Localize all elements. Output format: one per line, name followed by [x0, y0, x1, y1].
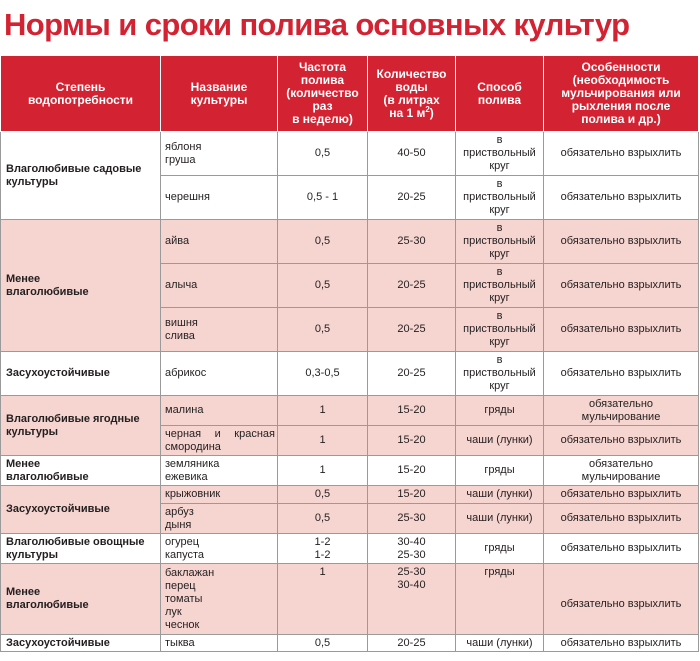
- method-cell: в приствольный круг: [456, 132, 544, 176]
- notes-cell: обязательно взрыхлить: [544, 534, 699, 564]
- frequency-cell: 0,5: [278, 132, 368, 176]
- header-row: [1, 56, 699, 132]
- frequency-cell: 0,5: [278, 504, 368, 534]
- table-row: [1, 132, 699, 176]
- culture-cell: земляника ежевика: [161, 456, 278, 486]
- header-water: Количество воды (в литрах на 1 $м^2$): [368, 56, 456, 132]
- notes-cell: обязательно взрыхлить: [544, 132, 699, 176]
- notes-cell: обязательно взрыхлить: [544, 308, 699, 352]
- table-row: [1, 486, 699, 504]
- notes-cell: обязательно взрыхлить: [544, 504, 699, 534]
- notes-cell: обязательно мульчирование: [544, 456, 699, 486]
- culture-cell: абрикос: [161, 352, 278, 396]
- culture-cell: айва: [161, 220, 278, 264]
- water-cell: 25-30: [368, 220, 456, 264]
- table-row: [1, 352, 699, 396]
- group-cell: Засухоустойчивые: [1, 635, 161, 652]
- method-cell: чаши (лунки): [456, 635, 544, 652]
- method-cell: в приствольный круг: [456, 264, 544, 308]
- water-cell: 15-20: [368, 396, 456, 426]
- notes-cell: обязательно взрыхлить: [544, 176, 699, 220]
- method-cell: в приствольный круг: [456, 308, 544, 352]
- frequency-cell: 0,5 - 1: [278, 176, 368, 220]
- header-notes: Особенности (необходимость мульчирования или рыхления после полива и др.): [544, 56, 699, 132]
- table-row: [1, 396, 699, 426]
- notes-cell: обязательно взрыхлить: [544, 264, 699, 308]
- table-row: [1, 220, 699, 264]
- frequency-cell: 0,5: [278, 264, 368, 308]
- notes-cell: обязательно взрыхлить: [544, 220, 699, 264]
- water-cell: 15-20: [368, 426, 456, 456]
- water-cell: 40-50: [368, 132, 456, 176]
- method-cell: чаши (лунки): [456, 426, 544, 456]
- group-cell: Влаголюбивые садовые культуры: [1, 132, 161, 220]
- frequency-cell: 1-2 1-2: [278, 534, 368, 564]
- notes-cell: обязательно взрыхлить: [544, 635, 699, 652]
- header-frequency: Частота полива (количество раз в неделю): [278, 56, 368, 132]
- group-cell: Менее влаголюбивые: [1, 220, 161, 352]
- frequency-cell: 0,5: [278, 635, 368, 652]
- table-row: [1, 635, 699, 652]
- method-cell: в приствольный круг: [456, 220, 544, 264]
- water-cell: 20-25: [368, 308, 456, 352]
- frequency-cell: 0,5: [278, 220, 368, 264]
- group-cell: Менее влаголюбивые: [1, 456, 161, 486]
- culture-cell: баклажан перец томаты лук чеснок: [161, 564, 278, 635]
- water-cell: 30-40 25-30: [368, 534, 456, 564]
- group-cell: Влаголюбивые ягодные культуры: [1, 396, 161, 456]
- method-cell: гряды: [456, 534, 544, 564]
- method-cell: гряды: [456, 456, 544, 486]
- culture-cell: черешня: [161, 176, 278, 220]
- header-demand: Степень водопотребности: [1, 56, 161, 132]
- water-cell: 20-25: [368, 264, 456, 308]
- table-row: [1, 534, 699, 564]
- method-cell: чаши (лунки): [456, 504, 544, 534]
- header-culture: Название культуры: [161, 56, 278, 132]
- culture-cell: малина: [161, 396, 278, 426]
- group-cell: Влаголюбивые овощные культуры: [1, 534, 161, 564]
- frequency-cell: 1: [278, 396, 368, 426]
- water-cell: 25-30 30-40: [368, 564, 456, 635]
- group-cell: Засухоустойчивые: [1, 352, 161, 396]
- method-cell: в приствольный круг: [456, 176, 544, 220]
- notes-cell: обязательно взрыхлить: [544, 352, 699, 396]
- frequency-cell: 0,5: [278, 308, 368, 352]
- watering-table: [0, 55, 699, 652]
- culture-cell: тыква: [161, 635, 278, 652]
- method-cell: чаши (лунки): [456, 486, 544, 504]
- notes-cell: обязательно взрыхлить: [544, 426, 699, 456]
- notes-cell: обязательно взрыхлить: [544, 486, 699, 504]
- water-cell: 15-20: [368, 456, 456, 486]
- culture-cell: арбуз дыня: [161, 504, 278, 534]
- water-cell: 25-30: [368, 504, 456, 534]
- group-cell: Менее влаголюбивые: [1, 564, 161, 635]
- method-cell: гряды: [456, 564, 544, 635]
- frequency-cell: 0,3-0,5: [278, 352, 368, 396]
- water-cell: 20-25: [368, 352, 456, 396]
- group-cell: Засухоустойчивые: [1, 486, 161, 534]
- culture-cell: крыжовник: [161, 486, 278, 504]
- table-row: [1, 564, 699, 635]
- frequency-cell: 0,5: [278, 486, 368, 504]
- frequency-cell: 1: [278, 564, 368, 635]
- header-method: Способ полива: [456, 56, 544, 132]
- page-title: Нормы и сроки полива основных культур: [4, 7, 630, 42]
- culture-cell: огурец капуста: [161, 534, 278, 564]
- culture-cell: вишня слива: [161, 308, 278, 352]
- culture-cell: алыча: [161, 264, 278, 308]
- method-cell: в приствольный круг: [456, 352, 544, 396]
- table-row: [1, 456, 699, 486]
- method-cell: гряды: [456, 396, 544, 426]
- water-cell: 20-25: [368, 635, 456, 652]
- notes-cell: обязательно взрыхлить: [544, 564, 699, 635]
- notes-cell: обязательно мульчирование: [544, 396, 699, 426]
- culture-cell: яблоня груша: [161, 132, 278, 176]
- frequency-cell: 1: [278, 426, 368, 456]
- water-cell: 15-20: [368, 486, 456, 504]
- frequency-cell: 1: [278, 456, 368, 486]
- culture-cell: черная и красная смородина: [161, 426, 278, 456]
- water-cell: 20-25: [368, 176, 456, 220]
